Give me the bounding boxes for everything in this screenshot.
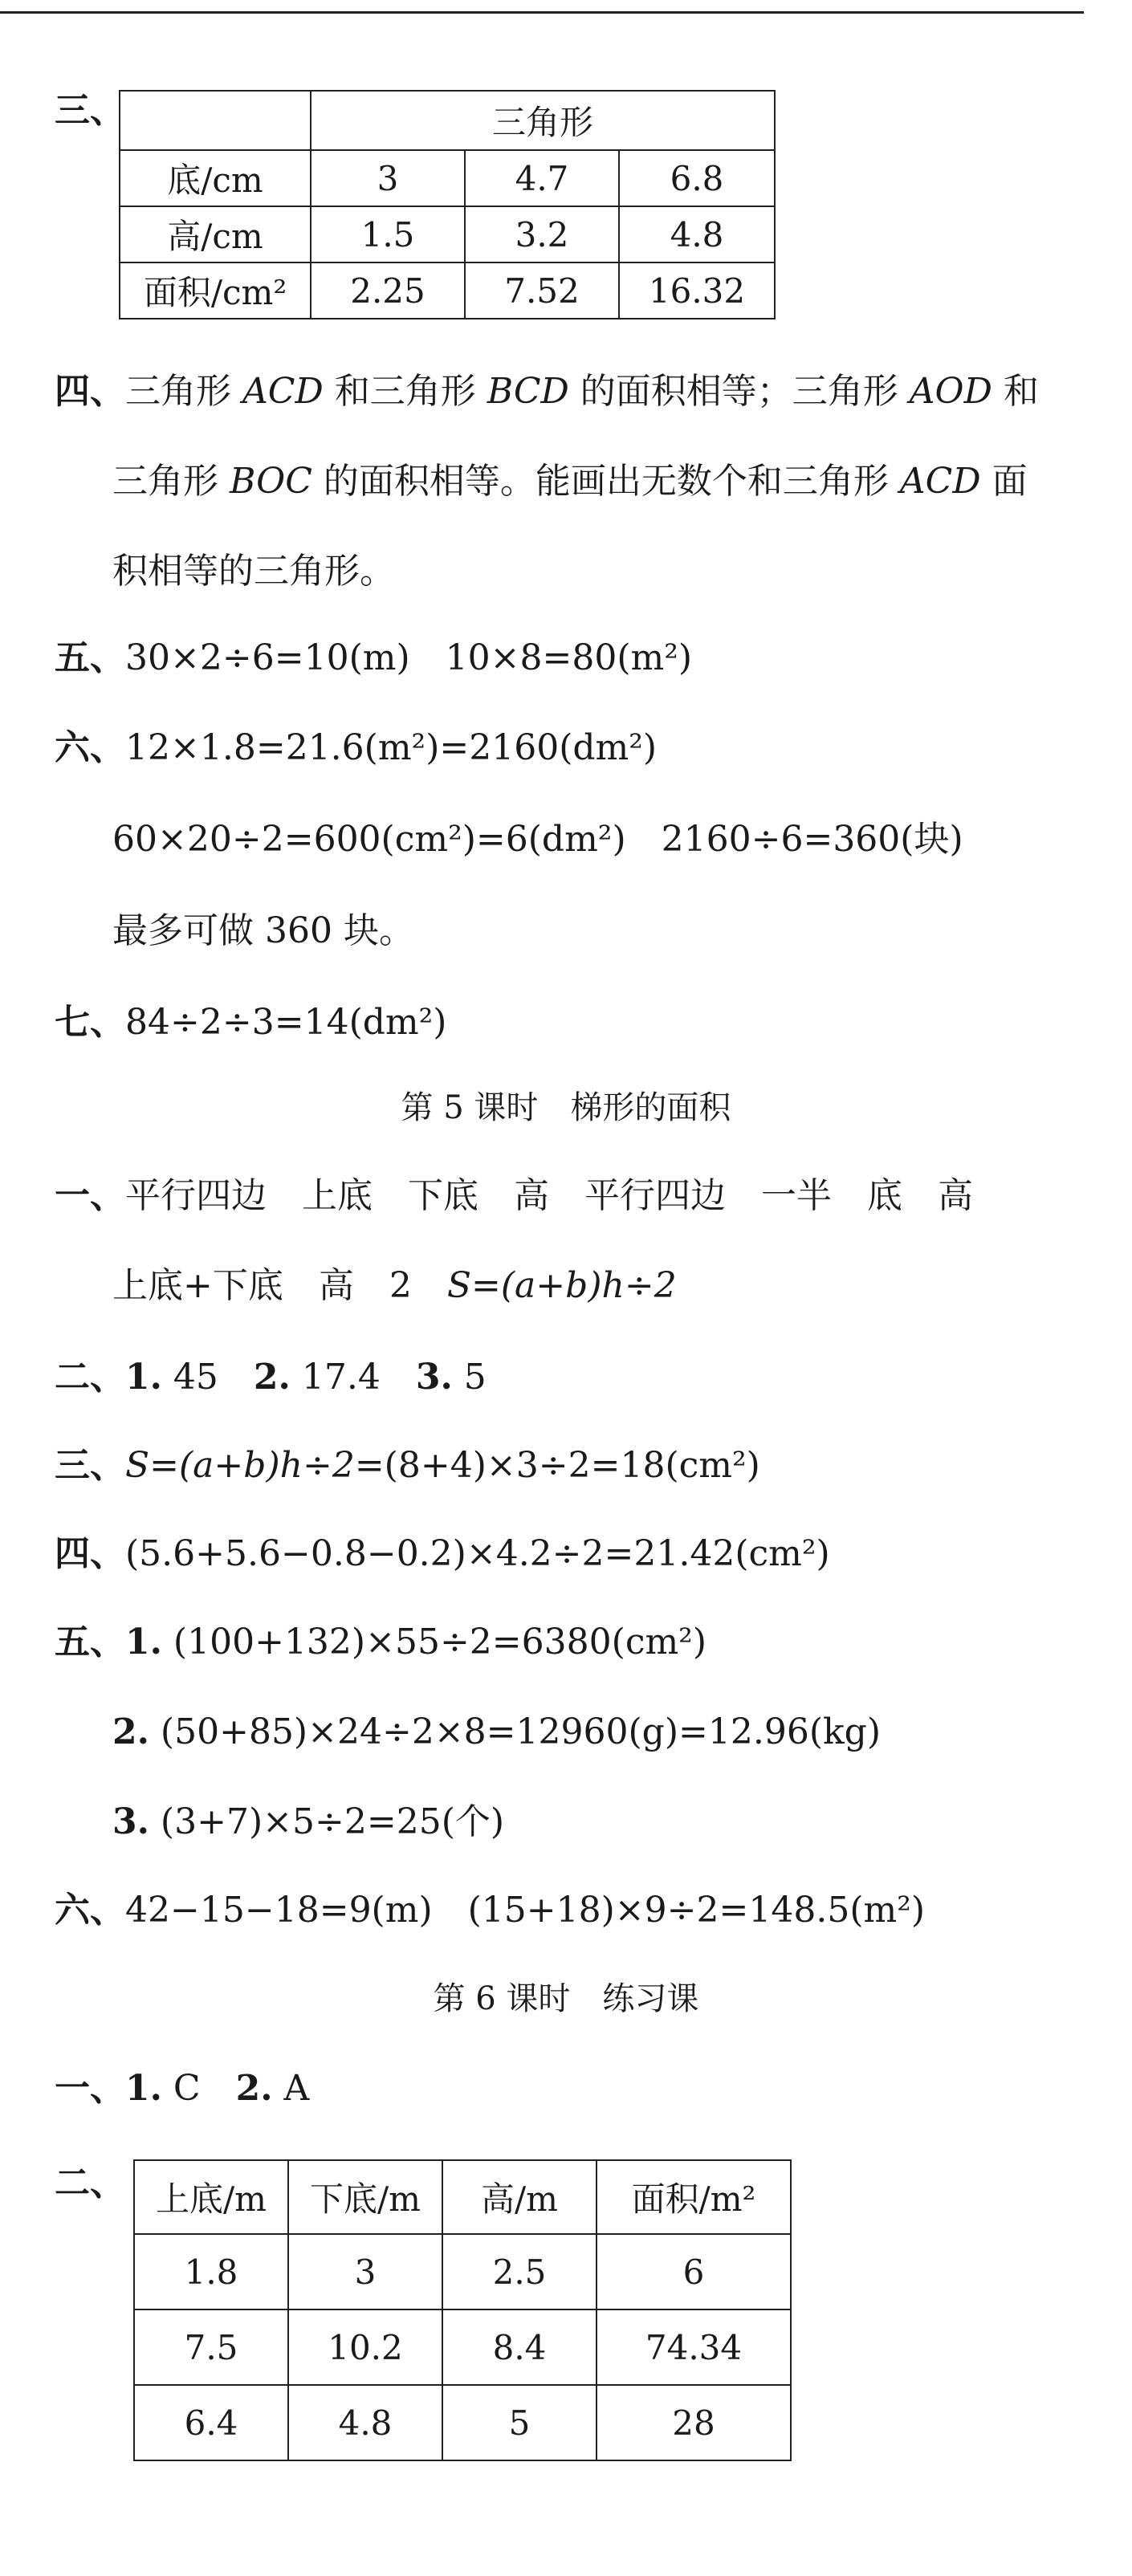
table1-row-label: 底/cm bbox=[120, 150, 311, 206]
table1-cell: 3.2 bbox=[465, 206, 619, 262]
table1-row-label: 高/cm bbox=[120, 206, 311, 262]
lesson5-q1-line-1 bbox=[55, 1172, 973, 1220]
text: =(8+4)×3÷2=18(cm²) bbox=[354, 1445, 760, 1486]
lesson5-q6-line bbox=[55, 1886, 925, 1935]
text: 的面积相等。能画出无数个和三角形 bbox=[312, 461, 900, 502]
lesson5-q2-label: 二、 bbox=[55, 1357, 125, 1398]
text: 和 bbox=[992, 371, 1039, 412]
text: 30×2÷6=10(m) 10×8=80(m²) bbox=[125, 637, 693, 678]
lesson5-q2-line bbox=[55, 1353, 487, 1402]
text: 84÷2÷3=14(dm²) bbox=[125, 1002, 447, 1043]
text: 12×1.8=21.6(m²)=2160(dm²) bbox=[125, 727, 658, 768]
text: 面 bbox=[980, 461, 1028, 502]
table2-cell: 7.5 bbox=[134, 2309, 288, 2385]
table1-row-label: 面积/cm² bbox=[120, 262, 311, 319]
lesson6-q1-line bbox=[55, 2065, 309, 2113]
section-label-5: 五、 bbox=[55, 637, 125, 678]
lesson5-q3-label: 三、 bbox=[55, 1445, 125, 1486]
section-label-6: 六、 bbox=[55, 727, 125, 768]
lesson5-q5-label: 五、 bbox=[55, 1622, 125, 1662]
lesson5-q4-line bbox=[55, 1530, 830, 1578]
table1-cell: 6.8 bbox=[619, 150, 775, 206]
table1-cell: 2.25 bbox=[311, 262, 465, 319]
text: (3+7)×5÷2=25(个) bbox=[149, 1801, 505, 1842]
section-5-line bbox=[55, 634, 692, 682]
text: 三角形 bbox=[125, 371, 242, 412]
section-4-line-1 bbox=[55, 368, 1039, 416]
table2-cell: 28 bbox=[597, 2385, 791, 2460]
text: (50+85)×24÷2×8=12960(g)=12.96(kg) bbox=[149, 1711, 882, 1752]
text: 17.4 bbox=[290, 1357, 416, 1398]
section-label-4: 四、 bbox=[55, 371, 125, 412]
table2-cell: 5 bbox=[442, 2385, 597, 2460]
section-4-line-2 bbox=[112, 458, 1028, 506]
table1-corner bbox=[120, 91, 311, 150]
item-number: 1. bbox=[125, 2068, 162, 2109]
item-number: 2. bbox=[253, 1357, 291, 1398]
text: 和三角形 bbox=[323, 371, 487, 412]
text: 的面积相等；三角形 bbox=[568, 371, 910, 412]
table2-cell: 6.4 bbox=[134, 2385, 288, 2460]
text: 5 bbox=[452, 1357, 487, 1398]
lesson-5-title: 第 5 课时 梯形的面积 bbox=[401, 1089, 731, 1126]
top-rule bbox=[0, 11, 1084, 14]
item-number: 2. bbox=[235, 2068, 273, 2109]
text: 45 bbox=[161, 1357, 254, 1398]
table2-header: 高/m bbox=[442, 2160, 597, 2234]
var-aod: AOD bbox=[909, 371, 992, 412]
var-acd: ACD bbox=[899, 461, 981, 502]
lesson5-q5-line-3 bbox=[112, 1798, 504, 1846]
formula: S=(a+b)h÷2 bbox=[125, 1445, 355, 1486]
table1-cell: 1.5 bbox=[311, 206, 465, 262]
trapezoid-table bbox=[133, 2159, 792, 2461]
text: 三角形 bbox=[112, 461, 230, 502]
table2-header: 下底/m bbox=[288, 2160, 442, 2234]
table2-cell: 6 bbox=[597, 2234, 791, 2309]
table1-cell: 4.7 bbox=[465, 150, 619, 206]
table2-header: 上底/m bbox=[134, 2160, 288, 2234]
lesson6-q2-label: 二、 bbox=[55, 2163, 125, 2204]
table2-cell: 8.4 bbox=[442, 2309, 597, 2385]
section-6-line-1 bbox=[55, 724, 657, 772]
lesson6-q1-label: 一、 bbox=[55, 2068, 125, 2109]
table1-cell: 3 bbox=[311, 150, 465, 206]
table2-cell: 10.2 bbox=[288, 2309, 442, 2385]
table2-cell: 3 bbox=[288, 2234, 442, 2309]
formula: S=(a+b)h÷2 bbox=[446, 1265, 677, 1306]
triangle-table bbox=[119, 90, 776, 319]
section-label-3: 三、 bbox=[55, 90, 125, 131]
item-number: 1. bbox=[125, 1357, 162, 1398]
section-6-line-2: 60×20÷2=600(cm²)=6(dm²) 2160÷6=360(块) bbox=[112, 819, 963, 860]
lesson5-q4-label: 四、 bbox=[55, 1533, 125, 1574]
section-4-line-3: 积相等的三角形。 bbox=[112, 551, 395, 592]
text: 平行四边 上底 下底 高 平行四边 一半 底 高 bbox=[125, 1175, 973, 1216]
lesson5-q5-line-2 bbox=[112, 1708, 881, 1756]
text: C bbox=[161, 2068, 236, 2109]
table1-cell: 7.52 bbox=[465, 262, 619, 319]
text: (100+132)×55÷2=6380(cm²) bbox=[161, 1622, 706, 1662]
text: A bbox=[272, 2068, 310, 2109]
item-number: 2. bbox=[112, 1711, 149, 1752]
lesson5-q6-label: 六、 bbox=[55, 1890, 125, 1931]
lesson5-q1-label: 一、 bbox=[55, 1175, 125, 1216]
table1-cell: 4.8 bbox=[619, 206, 775, 262]
table2-cell: 2.5 bbox=[442, 2234, 597, 2309]
text: 上底+下底 高 2 bbox=[112, 1265, 447, 1306]
lesson5-q5-line-1 bbox=[55, 1618, 706, 1666]
section-7-line bbox=[55, 999, 446, 1047]
table1-header-triangle: 三角形 bbox=[311, 91, 775, 150]
text: 42−15−18=9(m) (15+18)×9÷2=148.5(m²) bbox=[125, 1890, 926, 1931]
table2-cell: 4.8 bbox=[288, 2385, 442, 2460]
lesson5-q3-line bbox=[55, 1442, 760, 1490]
var-acd: ACD bbox=[242, 371, 324, 412]
lesson5-q1-line-2 bbox=[112, 1262, 677, 1310]
var-boc: BOC bbox=[230, 461, 312, 502]
table2-header: 面积/m² bbox=[597, 2160, 791, 2234]
table2-cell: 74.34 bbox=[597, 2309, 791, 2385]
table2-cell: 1.8 bbox=[134, 2234, 288, 2309]
item-number: 3. bbox=[112, 1801, 149, 1842]
text: (5.6+5.6−0.8−0.2)×4.2÷2=21.42(cm²) bbox=[125, 1533, 830, 1574]
lesson-6-title: 第 6 课时 练习课 bbox=[433, 1980, 699, 2017]
section-label-7: 七、 bbox=[55, 1002, 125, 1043]
item-number: 1. bbox=[125, 1622, 162, 1662]
var-bcd: BCD bbox=[487, 371, 569, 412]
item-number: 3. bbox=[415, 1357, 453, 1398]
table1-cell: 16.32 bbox=[619, 262, 775, 319]
section-6-line-3: 最多可做 360 块。 bbox=[112, 910, 414, 951]
